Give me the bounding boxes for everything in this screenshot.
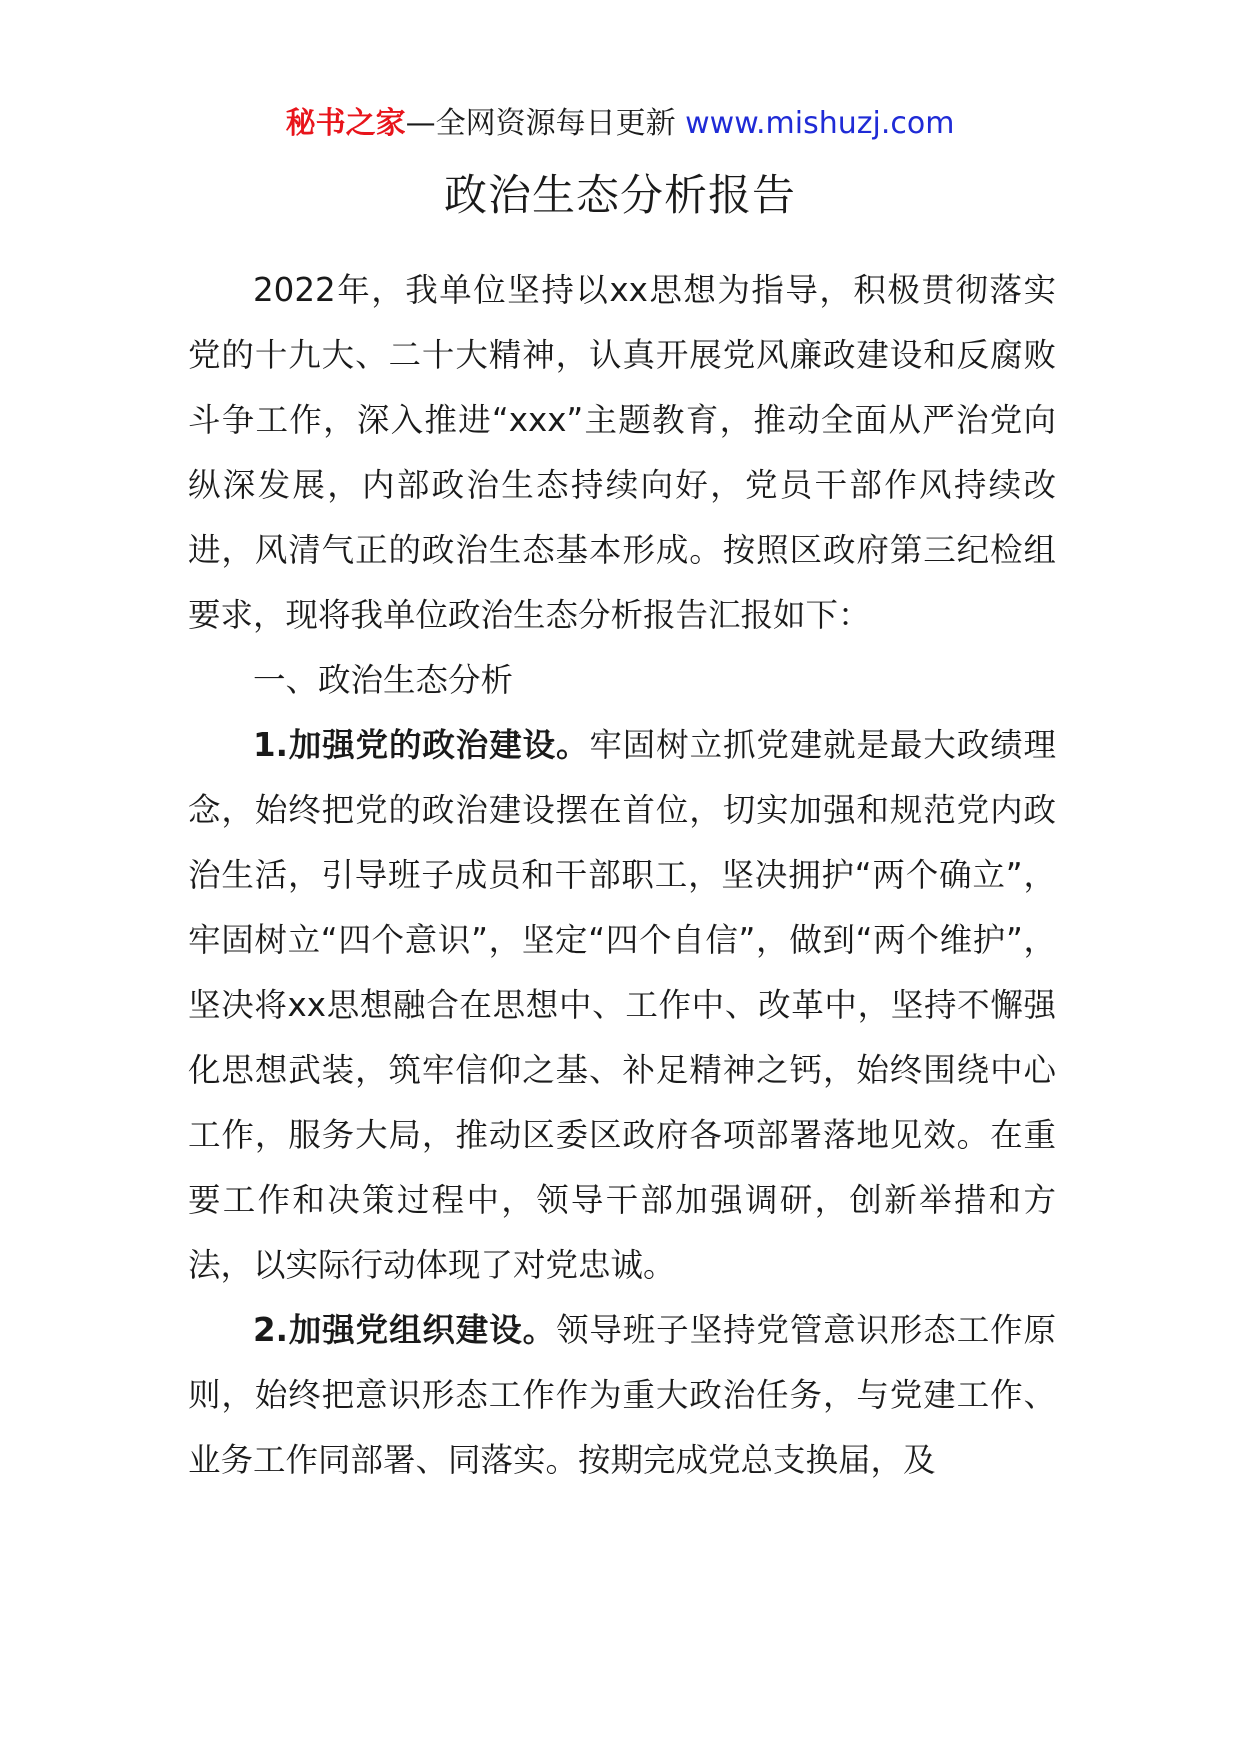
item-2-paragraph [188, 1298, 1056, 1493]
item-2-text: 领导班子坚持党管意识形态工作原则，始终把意识形态工作作为重大政治任务，与党建工作、业务工作同部署、同落实。按期完成党总支换届，及 [188, 1311, 1056, 1479]
item-2-heading: 2.加强党组织建设。 [253, 1311, 556, 1349]
header-slogan: —全网资源每日更新 [405, 106, 686, 141]
document-title: 政治生态分析报告 [444, 171, 796, 221]
document-body [188, 258, 1056, 1493]
intro-paragraph: 2022年，我单位坚持以xx思想为指导，积极贯彻落实党的十九大、二十大精神，认真开展党风廉政建设和反腐败斗争工作，深入推进“xxx”主题教育，推动全面从严治党向纵深发展，内部政治生态持续向好，党员干部作风持续改进，风清气正的政治生态基本形成。按照区政府第三纪检组要求，现将我单位政治生态分析报告汇报如下： [188, 271, 1056, 634]
item-1-text: 牢固树立抓党建就是最大政绩理念，始终把党的政治建设摆在首位，切实加强和规范党内政治生活，引导班子成员和干部职工，坚决拥护“两个确立”，牢固树立“四个意识”，坚定“四个自信”，做到“两个维护”，坚决将xx思想融合在思想中、工作中、改革中，坚持不懈强化思想武装，筑牢信仰之基、补足精神之钙，始终围绕中心工作，服务大局，推动区委区政府各项部署落地见效。在重要工作和决策过程中，领导干部加强调研，创新举措和方法，以实际行动体现了对党忠诚。 [188, 726, 1056, 1284]
site-url[interactable]: www.mishuzj.com [685, 106, 955, 141]
brand-name: 秘书之家 [285, 106, 406, 141]
section-heading: 一、政治生态分析 [253, 661, 514, 699]
site-header [0, 102, 1240, 146]
item-1-paragraph [188, 713, 1056, 1298]
item-1-heading: 1.加强党的政治建设。 [253, 726, 590, 764]
